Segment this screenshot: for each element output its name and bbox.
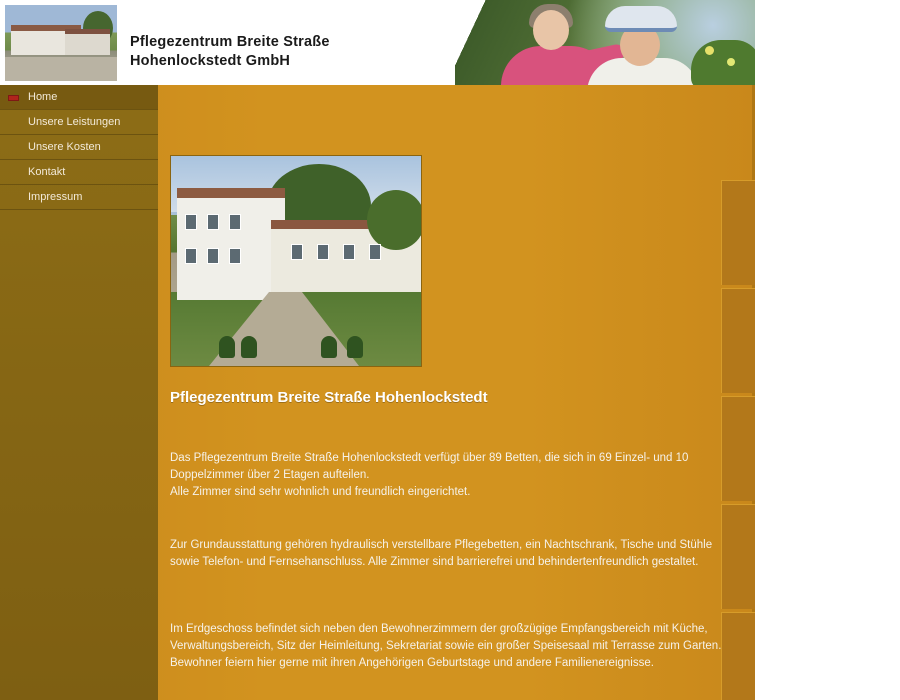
window [291, 244, 303, 260]
window [229, 214, 241, 230]
header-residents-photo [455, 0, 755, 85]
site-title [130, 33, 330, 71]
site-title-line-2: Hohenlockstedt GmbH [130, 53, 291, 69]
hero-image [170, 155, 422, 367]
window [185, 214, 197, 230]
person-right-hat [605, 6, 677, 32]
decor-panel [721, 180, 755, 285]
decor-panel [721, 288, 755, 393]
sidebar-item-unsere-leistungen[interactable] [0, 110, 158, 135]
site-title-line-1: Pflegezentrum Breite Straße [130, 34, 330, 50]
window [185, 248, 197, 264]
paragraph-rooms: Das Pflegezentrum Breite Straße Hohenlockstedt verfügt über 89 Betten, die sich in 69 Einzel- und 10 Doppelzimmer über 2 Etagen aufteilen. Alle Zimmer sind sehr wohnlich und freundlich eingerichtet. [170, 451, 689, 498]
person-left-head [533, 10, 569, 50]
sidebar-item-label: Kontakt [28, 166, 66, 178]
sidebar-navigation [0, 85, 158, 700]
window [343, 244, 355, 260]
main-content [158, 85, 755, 700]
sidebar-item-unsere-kosten[interactable] [0, 135, 158, 160]
sidebar-item-impressum[interactable] [0, 185, 158, 210]
header-building-photo [5, 5, 117, 81]
site-header [0, 0, 755, 85]
shrub [347, 336, 363, 358]
active-marker-icon [8, 95, 19, 101]
decorative-flower [705, 46, 714, 55]
paragraph-equipment: Zur Grundausstattung gehören hydraulisch verstellbare Pflegebetten, ein Nachtschrank, Tische und Stühle sowie Telefon- und Fernsehanschluss. Alle Zimmer sind barrierefrei und behindertenfreundlich gestaltet. [170, 538, 713, 568]
shrub [219, 336, 235, 358]
sidebar-item-label: Unsere Kosten [28, 141, 101, 153]
building-left [177, 188, 285, 300]
decorative-bush [691, 40, 755, 85]
window [207, 214, 219, 230]
decor-panel [721, 504, 755, 609]
sidebar-item-home[interactable] [0, 85, 158, 110]
window [229, 248, 241, 264]
window [317, 244, 329, 260]
page-title: Pflegezentrum Breite Straße Hohenlockstedt [170, 389, 488, 407]
shrub [321, 336, 337, 358]
sidebar-item-kontakt[interactable] [0, 160, 158, 185]
decorative-building-secondary [65, 29, 110, 55]
paragraph-ground-floor: Im Erdgeschoss befindet sich neben den Bewohnerzimmern der großzügige Empfangsbereich mit Küche, Verwaltungsbereich, Sitz der Heimleitung, Sekretariat sowie ein großer Speisesaal mit Terrasse zum Garten. Bewohner feiern hier gerne mit ihren Angehörigen Geburtstage und andere Familienereignisse. [170, 622, 722, 669]
window [369, 244, 381, 260]
decor-panel [721, 396, 755, 501]
shrub [241, 336, 257, 358]
sidebar-item-label: Home [28, 91, 58, 103]
sidebar-item-label: Impressum [28, 191, 83, 203]
decorative-flower [727, 58, 735, 66]
decor-panel [721, 612, 755, 700]
window [207, 248, 219, 264]
decorative-path [5, 57, 117, 81]
sidebar-item-label: Unsere Leistungen [28, 116, 121, 128]
tree-small [367, 190, 422, 250]
page-right-gutter [755, 0, 900, 700]
